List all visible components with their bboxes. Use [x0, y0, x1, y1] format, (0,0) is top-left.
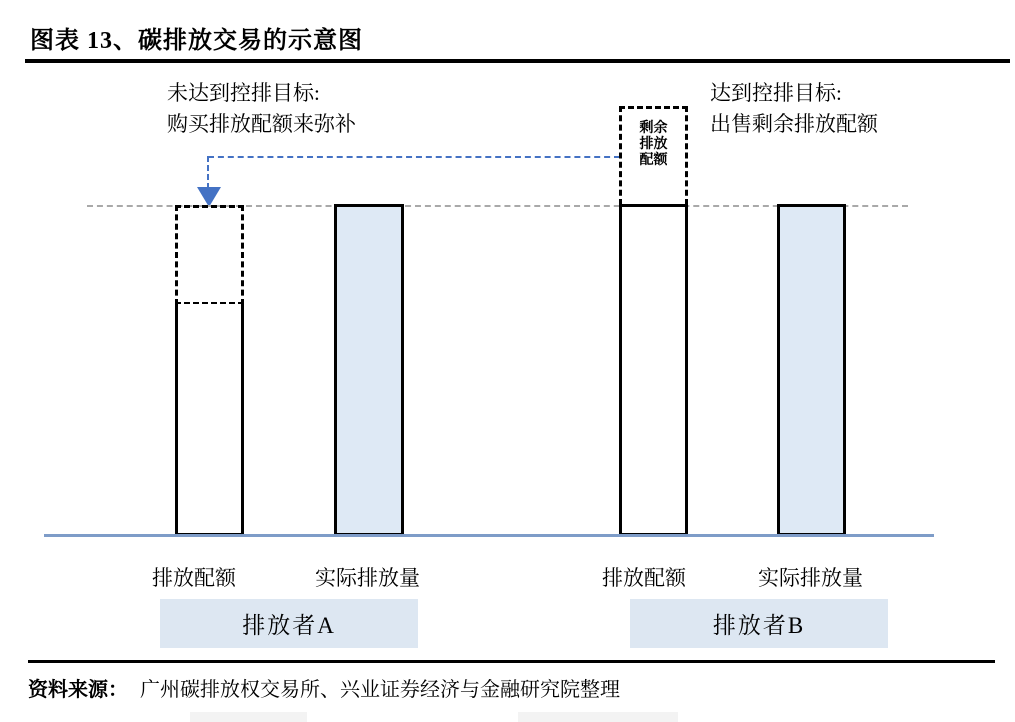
source-rule — [28, 660, 995, 663]
surplus-allowance-label — [622, 109, 685, 167]
annotation-emitter-b — [710, 78, 878, 140]
source-text: 广州碳排放权交易所、兴业证券经济与金融研究院整理 — [140, 679, 620, 701]
bar-label-b-actual: 实际排放量 — [758, 566, 863, 590]
annotation-a-line2: 购买排放配额来弥补 — [167, 112, 356, 136]
bar-a-actual-emissions — [334, 204, 404, 536]
group-box-emitter-a — [160, 599, 418, 648]
connector-line-vertical — [207, 156, 209, 189]
group-label-emitter-b: 排放者B — [712, 613, 806, 638]
page-title: 图表 13、碳排放交易的示意图 — [30, 28, 363, 54]
source-label: 资料来源： — [28, 679, 128, 701]
annotation-b-line1: 达到控排目标: — [710, 81, 842, 105]
surplus-label-line2: 排放 — [639, 135, 668, 151]
connector-line-horizontal — [208, 156, 620, 158]
axis-baseline — [44, 534, 934, 537]
bar-label-b-allowance: 排放配额 — [602, 566, 686, 590]
bottom-strip-right — [518, 712, 678, 722]
bar-b-surplus-allowance-dashed — [619, 106, 688, 205]
annotation-a-line1: 未达到控排目标: — [167, 81, 320, 105]
source-line — [28, 673, 620, 702]
annotation-b-line2: 出售剩余排放配额 — [710, 112, 878, 136]
bar-label-a-actual: 实际排放量 — [315, 566, 420, 590]
title-rule — [25, 59, 1010, 63]
arrow-down-icon — [197, 187, 221, 207]
group-label-emitter-a: 排放者A — [242, 613, 336, 638]
bar-a-allowance — [175, 304, 244, 536]
bar-label-a-allowance: 排放配额 — [152, 566, 236, 590]
bar-a-purchased-allowance-dashed — [175, 205, 244, 305]
bottom-strip-left — [190, 712, 307, 722]
annotation-emitter-a — [167, 78, 356, 140]
surplus-label-line1: 剩余 — [639, 119, 668, 135]
surplus-label-line3: 配额 — [639, 151, 668, 167]
group-box-emitter-b — [630, 599, 888, 648]
bar-b-allowance — [619, 204, 688, 536]
bar-b-actual-emissions — [777, 204, 846, 536]
